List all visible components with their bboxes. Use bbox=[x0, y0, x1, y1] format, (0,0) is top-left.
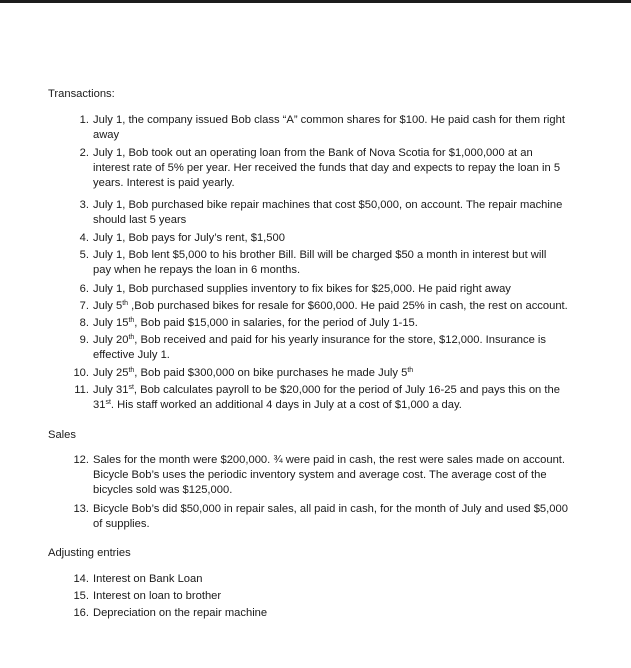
item-text: July 1, Bob purchased supplies inventory to fix bikes for $25,000. He paid right away bbox=[93, 283, 511, 295]
item-number: 15. bbox=[73, 590, 89, 602]
item-number: 2. bbox=[79, 147, 89, 159]
section-heading-transactions: Transactions: bbox=[48, 88, 115, 100]
list-item bbox=[66, 198, 591, 228]
list-item bbox=[66, 606, 591, 621]
item-text: Sales for the month were $200,000. ¾ were paid in cash, the rest were sales made on account. Bicycle Bob’s uses the periodic inventory system and average cost. The average cost of the bicycles sold was $125,000. bbox=[93, 454, 566, 496]
item-text: Interest on Bank Loan bbox=[93, 573, 203, 585]
item-number: 11. bbox=[74, 384, 89, 396]
list-item bbox=[66, 316, 591, 331]
list-item bbox=[66, 333, 591, 363]
item-text: July 5th ,Bob purchased bikes for resale for $600,000. He paid 25% in cash, the rest on account. bbox=[93, 300, 568, 312]
item-text: July 1, Bob purchased bike repair machines that cost $50,000, on account. The repair machine should last 5 years bbox=[93, 199, 563, 226]
item-text: Interest on loan to brother bbox=[93, 590, 222, 602]
item-number: 1. bbox=[79, 114, 89, 126]
item-number: 4. bbox=[79, 232, 89, 244]
item-text: Depreciation on the repair machine bbox=[93, 607, 268, 619]
list-item bbox=[66, 502, 591, 532]
item-number: 6. bbox=[79, 283, 89, 295]
list-item bbox=[66, 383, 591, 413]
list-item bbox=[66, 453, 591, 498]
list-item bbox=[66, 572, 591, 587]
list-item bbox=[66, 366, 591, 381]
item-text: July 1, Bob lent $5,000 to his brother Bill. Bill will be charged $50 a month in interest but will pay when he repays the loan in 6 months. bbox=[93, 249, 547, 276]
item-text: July 31st, Bob calculates payroll to be $20,000 for the period of July 16-25 and pays this on the 31st. His staff worked an additional 4 days in July at a cost of $1,000 a day. bbox=[93, 384, 560, 411]
list-item bbox=[66, 299, 591, 314]
item-number: 12. bbox=[73, 454, 89, 466]
item-number: 13. bbox=[73, 503, 89, 515]
section-heading-adjusting: Adjusting entries bbox=[48, 547, 131, 559]
item-text: July 15th, Bob paid $15,000 in salaries, for the period of July 1-15. bbox=[93, 317, 418, 329]
list-item bbox=[66, 282, 591, 297]
item-number: 10. bbox=[73, 367, 89, 379]
item-text: July 20th, Bob received and paid for his yearly insurance for the store, $12,000. Insurance is effective July 1. bbox=[93, 334, 546, 361]
list-item bbox=[66, 146, 591, 191]
item-text: July 25th, Bob paid $300,000 on bike purchases he made July 5th bbox=[93, 367, 414, 379]
item-text: July 1, the company issued Bob class “A” common shares for $100. He paid cash for them right away bbox=[93, 114, 565, 141]
item-number: 14. bbox=[73, 573, 89, 585]
top-border bbox=[0, 0, 631, 3]
item-number: 5. bbox=[79, 249, 89, 261]
item-number: 16. bbox=[73, 607, 89, 619]
item-text: Bicycle Bob’s did $50,000 in repair sales, all paid in cash, for the month of July and used $5,000 of supplies. bbox=[93, 503, 568, 530]
item-text: July 1, Bob took out an operating loan from the Bank of Nova Scotia for $1,000,000 at an interest rate of 5% per year. Her received the funds that day and expects to repay the loan in 5 years. Interest is paid yearly. bbox=[93, 147, 561, 189]
list-item bbox=[66, 589, 591, 604]
item-number: 7. bbox=[79, 300, 89, 312]
section-heading-sales: Sales bbox=[48, 429, 76, 441]
item-number: 8. bbox=[79, 317, 89, 329]
item-text: July 1, Bob pays for July’s rent, $1,500 bbox=[93, 232, 285, 244]
item-number: 9. bbox=[79, 334, 89, 346]
list-item bbox=[66, 248, 591, 278]
item-number: 3. bbox=[79, 199, 89, 211]
list-item bbox=[66, 231, 591, 246]
list-item bbox=[66, 113, 591, 143]
